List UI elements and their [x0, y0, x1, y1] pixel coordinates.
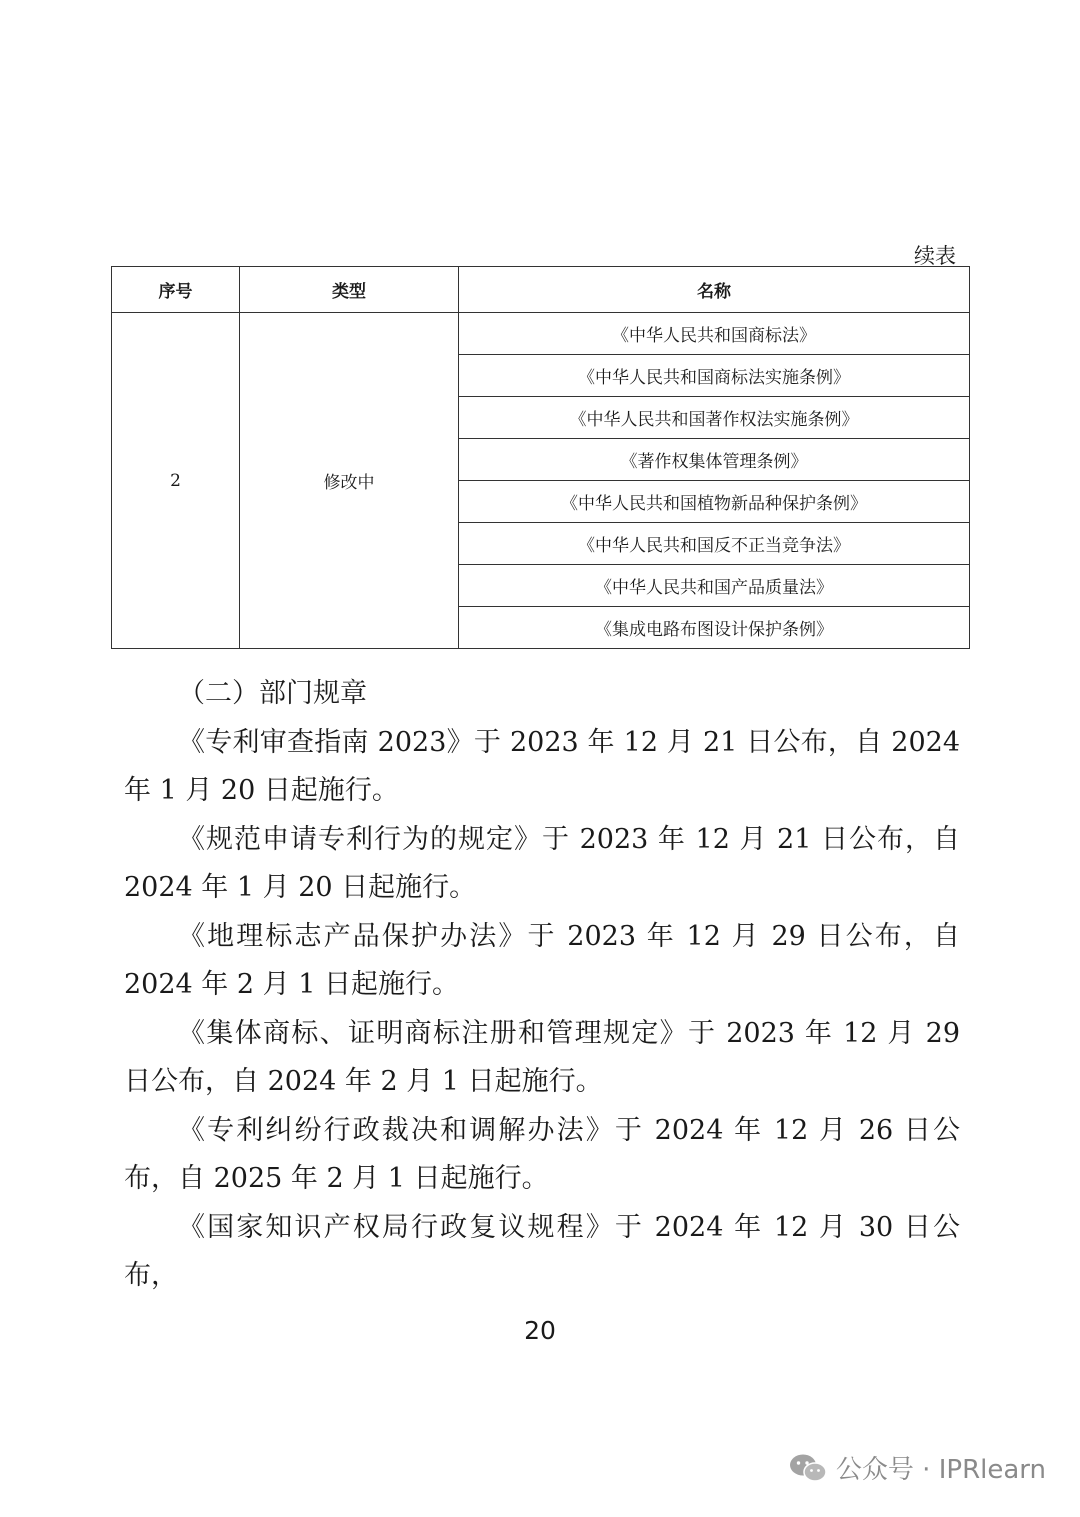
header-type: 类型: [240, 267, 459, 313]
section-heading: （二）部门规章: [178, 678, 367, 709]
paragraph: 《国家知识产权局行政复议规程》于 2024 年 12 月 30 日公布，: [124, 1211, 960, 1291]
paragraph: 《规范申请专利行为的规定》于 2023 年 12 月 21 日公布，自 2024 年 1 月 20 日起施行。: [124, 823, 960, 903]
header-no: 序号: [112, 267, 240, 313]
paragraph: 《专利纠纷行政裁决和调解办法》于 2024 年 12 月 26 日公布，自 2025 年 2 月 1 日起施行。: [124, 1114, 960, 1194]
department-rules-section: [124, 670, 960, 1301]
continued-label: 续表: [914, 244, 956, 268]
law-name: 《中华人民共和国商标法》: [459, 313, 970, 355]
law-name: 《中华人民共和国产品质量法》: [459, 565, 970, 607]
paragraph: 《专利审查指南 2023》于 2023 年 12 月 21 日公布，自 2024 年 1 月 20 日起施行。: [124, 726, 960, 806]
law-name: 《中华人民共和国著作权法实施条例》: [459, 397, 970, 439]
watermark: [788, 1449, 1046, 1486]
wechat-icon: [788, 1452, 828, 1484]
paragraph: 《集体商标、证明商标注册和管理规定》于 2023 年 12 月 29 日公布，自 2024 年 2 月 1 日起施行。: [124, 1017, 960, 1097]
page-number: 20: [524, 1316, 556, 1345]
row-type: 修改中: [240, 313, 459, 649]
watermark-text: 公众号 · IPRlearn: [835, 1455, 1046, 1485]
law-name: 《中华人民共和国反不正当竞争法》: [459, 523, 970, 565]
law-table: [111, 266, 970, 649]
header-name: 名称: [459, 267, 970, 313]
law-name: 《著作权集体管理条例》: [459, 439, 970, 481]
law-name: 《中华人民共和国商标法实施条例》: [459, 355, 970, 397]
law-name: 《集成电路布图设计保护条例》: [459, 607, 970, 649]
law-name: 《中华人民共和国植物新品种保护条例》: [459, 481, 970, 523]
row-no: 2: [112, 313, 240, 649]
table-header-row: [112, 267, 970, 313]
table-row: [112, 313, 970, 355]
paragraph: 《地理标志产品保护办法》于 2023 年 12 月 29 日公布，自 2024 年 2 月 1 日起施行。: [124, 920, 960, 1000]
